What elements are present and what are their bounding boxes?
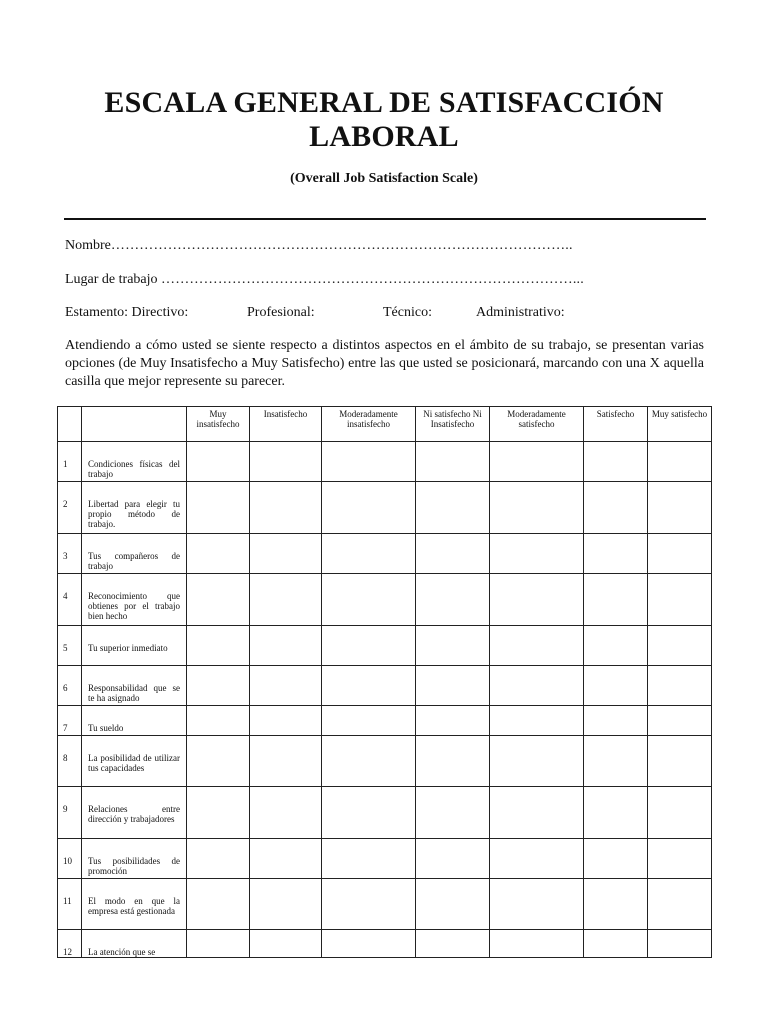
answer-cell[interactable] <box>490 706 584 736</box>
row-item: La atención que se <box>82 930 187 958</box>
answer-cell[interactable] <box>322 930 416 958</box>
table-row <box>58 736 712 787</box>
answer-cell[interactable] <box>187 666 250 706</box>
answer-cell[interactable] <box>584 442 648 482</box>
answer-cell[interactable] <box>490 879 584 930</box>
page-title <box>0 86 768 154</box>
answer-cell[interactable] <box>584 706 648 736</box>
answer-cell[interactable] <box>490 666 584 706</box>
answer-cell[interactable] <box>322 666 416 706</box>
row-number: 1 <box>58 442 82 482</box>
answer-cell[interactable] <box>416 930 490 958</box>
subtitle: (Overall Job Satisfaction Scale) <box>290 171 478 186</box>
answer-cell[interactable] <box>584 626 648 666</box>
answer-cell[interactable] <box>490 787 584 839</box>
table-row <box>58 839 712 879</box>
header-number <box>58 407 82 442</box>
answer-cell[interactable] <box>584 930 648 958</box>
estamento-label[interactable]: Estamento: Directivo: <box>65 305 189 320</box>
answer-cell[interactable] <box>490 930 584 958</box>
answer-cell[interactable] <box>490 736 584 787</box>
table-row <box>58 879 712 930</box>
header-moderadamente-insatisfecho: Moderadamente insatisfecho <box>322 407 416 442</box>
row-item: La posibilidad de utilizar tus capacidades <box>82 736 187 787</box>
answer-cell[interactable] <box>250 482 322 534</box>
answer-cell[interactable] <box>416 574 490 626</box>
answer-cell[interactable] <box>584 482 648 534</box>
nombre-field[interactable] <box>65 238 573 254</box>
table-row <box>58 666 712 706</box>
answer-cell[interactable] <box>648 706 712 736</box>
table-row <box>58 626 712 666</box>
satisfaction-table <box>57 406 712 958</box>
answer-cell[interactable] <box>187 787 250 839</box>
row-item: El modo en que la empresa está gestionada <box>82 879 187 930</box>
estamento-option-tecnico[interactable]: Técnico: <box>383 305 432 320</box>
answer-cell[interactable] <box>584 736 648 787</box>
table-row <box>58 482 712 534</box>
answer-cell[interactable] <box>250 574 322 626</box>
row-number: 8 <box>58 736 82 787</box>
answer-cell[interactable] <box>584 574 648 626</box>
answer-cell[interactable] <box>322 839 416 879</box>
row-item: Tu sueldo <box>82 706 187 736</box>
answer-cell[interactable] <box>187 534 250 574</box>
answer-cell[interactable] <box>648 930 712 958</box>
answer-cell[interactable] <box>584 534 648 574</box>
header-item <box>82 407 187 442</box>
title-line-2: LABORAL <box>309 120 459 153</box>
nombre-label: Nombre <box>65 238 111 253</box>
answer-cell[interactable] <box>250 879 322 930</box>
answer-cell[interactable] <box>648 534 712 574</box>
row-item: Tu superior inmediato <box>82 626 187 666</box>
answer-cell[interactable] <box>648 736 712 787</box>
answer-cell[interactable] <box>322 626 416 666</box>
answer-cell[interactable] <box>648 839 712 879</box>
answer-cell[interactable] <box>416 787 490 839</box>
lugar-label: Lugar de trabajo <box>65 272 158 287</box>
answer-cell[interactable] <box>187 930 250 958</box>
header-muy-satisfecho: Muy satisfecho <box>648 407 712 442</box>
answer-cell[interactable] <box>322 534 416 574</box>
answer-cell[interactable] <box>187 442 250 482</box>
row-number: 11 <box>58 879 82 930</box>
header-ni-satisfecho-ni-insatisfecho: Ni satisfecho Ni Insatisfecho <box>416 407 490 442</box>
answer-cell[interactable] <box>416 736 490 787</box>
answer-cell[interactable] <box>187 574 250 626</box>
answer-cell[interactable] <box>416 706 490 736</box>
answer-cell[interactable] <box>648 482 712 534</box>
table-row <box>58 706 712 736</box>
row-number: 2 <box>58 482 82 534</box>
row-number: 10 <box>58 839 82 879</box>
answer-cell[interactable] <box>187 879 250 930</box>
row-number: 9 <box>58 787 82 839</box>
answer-cell[interactable] <box>416 839 490 879</box>
answer-cell[interactable] <box>250 930 322 958</box>
row-number: 3 <box>58 534 82 574</box>
answer-cell[interactable] <box>250 442 322 482</box>
answer-cell[interactable] <box>416 626 490 666</box>
answer-cell[interactable] <box>250 706 322 736</box>
table-row <box>58 930 712 958</box>
header-insatisfecho: Insatisfecho <box>250 407 322 442</box>
answer-cell[interactable] <box>648 879 712 930</box>
table-header-row <box>58 407 712 442</box>
row-number: 6 <box>58 666 82 706</box>
title-divider <box>64 218 706 220</box>
answer-cell[interactable] <box>416 666 490 706</box>
answer-cell[interactable] <box>416 534 490 574</box>
answer-cell[interactable] <box>416 482 490 534</box>
answer-cell[interactable] <box>584 666 648 706</box>
answer-cell[interactable] <box>648 666 712 706</box>
row-number: 5 <box>58 626 82 666</box>
answer-cell[interactable] <box>490 839 584 879</box>
answer-cell[interactable] <box>490 442 584 482</box>
answer-cell[interactable] <box>584 879 648 930</box>
answer-cell[interactable] <box>250 787 322 839</box>
header-satisfecho: Satisfecho <box>584 407 648 442</box>
table-row <box>58 787 712 839</box>
answer-cell[interactable] <box>322 787 416 839</box>
answer-cell[interactable] <box>250 736 322 787</box>
answer-cell[interactable] <box>187 839 250 879</box>
row-number: 12 <box>58 930 82 958</box>
answer-cell[interactable] <box>490 534 584 574</box>
answer-cell[interactable] <box>250 839 322 879</box>
answer-cell[interactable] <box>322 442 416 482</box>
row-item: Libertad para elegir tu propio método de trabajo. <box>82 482 187 534</box>
answer-cell[interactable] <box>187 626 250 666</box>
answer-cell[interactable] <box>648 787 712 839</box>
table-row <box>58 442 712 482</box>
answer-cell[interactable] <box>322 574 416 626</box>
answer-cell[interactable] <box>648 442 712 482</box>
table-row <box>58 574 712 626</box>
row-item: Tus compañeros de trabajo <box>82 534 187 574</box>
lugar-de-trabajo-field[interactable] <box>65 272 584 288</box>
answer-cell[interactable] <box>648 626 712 666</box>
answer-cell[interactable] <box>187 482 250 534</box>
answer-cell[interactable] <box>490 482 584 534</box>
row-item: Tus posibilidades de promoción <box>82 839 187 879</box>
row-item: Condiciones físicas del trabajo <box>82 442 187 482</box>
answer-cell[interactable] <box>187 736 250 787</box>
answer-cell[interactable] <box>416 879 490 930</box>
answer-cell[interactable] <box>187 706 250 736</box>
answer-cell[interactable] <box>584 839 648 879</box>
header-muy-insatisfecho: Muy insatisfecho <box>187 407 250 442</box>
answer-cell[interactable] <box>250 666 322 706</box>
answer-cell[interactable] <box>490 574 584 626</box>
answer-cell[interactable] <box>490 626 584 666</box>
answer-cell[interactable] <box>322 482 416 534</box>
title-line-1: ESCALA GENERAL DE SATISFACCIÓN <box>104 86 664 119</box>
answer-cell[interactable] <box>322 706 416 736</box>
answer-cell[interactable] <box>322 736 416 787</box>
estamento-option-administrativo[interactable]: Administrativo: <box>476 305 565 320</box>
answer-cell[interactable] <box>416 442 490 482</box>
nombre-dots: …………………………………………………………………………………….. <box>110 238 573 253</box>
table-row <box>58 534 712 574</box>
lugar-dots: ……………………………………………………………………………... <box>161 272 584 287</box>
answer-cell[interactable] <box>250 626 322 666</box>
estamento-option-profesional[interactable]: Profesional: <box>247 305 315 320</box>
answer-cell[interactable] <box>648 574 712 626</box>
row-item: Responsabilidad que se te ha asignado <box>82 666 187 706</box>
row-item: Relaciones entre dirección y trabajadores <box>82 787 187 839</box>
instructions-paragraph: Atendiendo a cómo usted se siente respecto a distintos aspectos en el ámbito de su trabajo, se presentan varias opciones (de Muy Insatisfecho a Muy Satisfecho) entre las que usted se posicionará, marcando con una X aquella casilla que mejor represente su parecer. <box>65 338 704 389</box>
row-item: Reconocimiento que obtienes por el trabajo bien hecho <box>82 574 187 626</box>
answer-cell[interactable] <box>584 787 648 839</box>
answer-cell[interactable] <box>250 534 322 574</box>
answer-cell[interactable] <box>322 879 416 930</box>
row-number: 7 <box>58 706 82 736</box>
header-moderadamente-satisfecho: Moderadamente satisfecho <box>490 407 584 442</box>
row-number: 4 <box>58 574 82 626</box>
